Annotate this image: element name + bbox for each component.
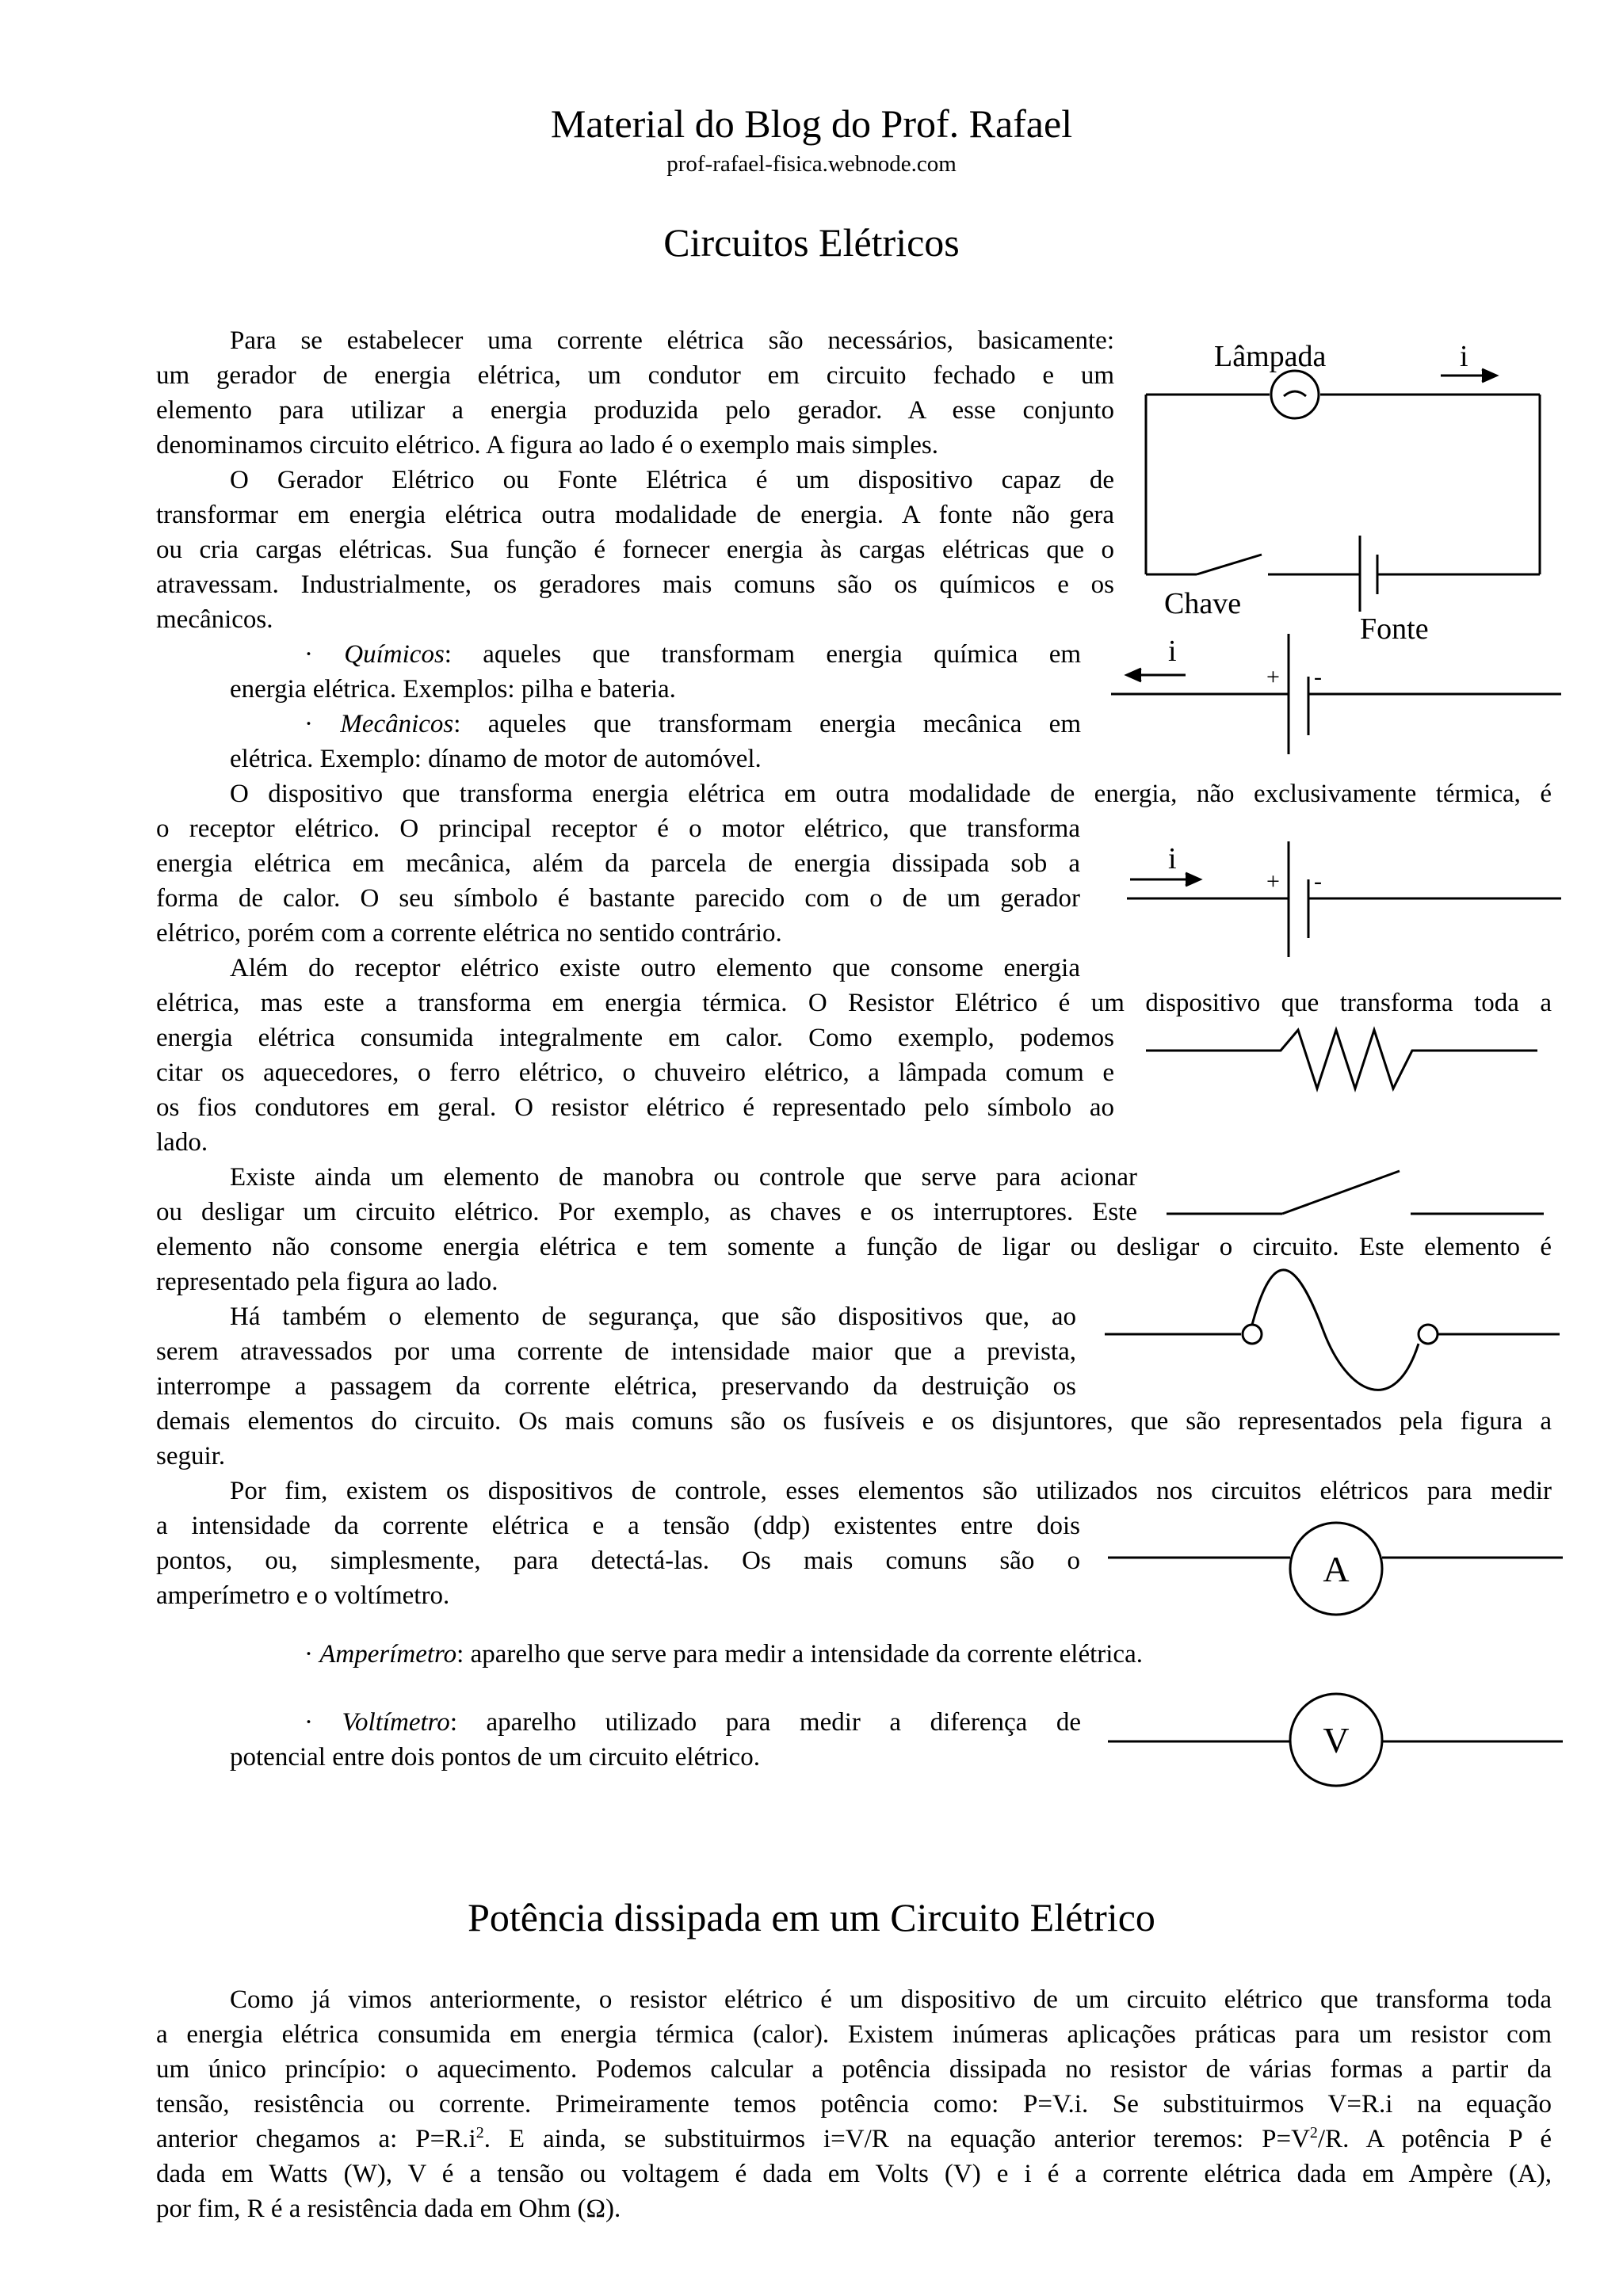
text-line: pontos, ou, simplesmente, para detectá-las. Os mais comuns são o [156, 1547, 1080, 1575]
section-title-circuitos: Circuitos Elétricos [663, 220, 960, 265]
text-line: os fios condutores em geral. O resistor elétrico é representado pelo símbolo ao [156, 1093, 1114, 1122]
text-line: elétrica, mas este a transforma em energia térmica. O Resistor Elétrico é um dispositivo que transforma toda a [156, 989, 1552, 1017]
text-line: interrompe a passagem da corrente elétrica, preservando da destruição os [156, 1372, 1076, 1401]
text-line: a intensidade da corrente elétrica e a tensão (ddp) existentes entre dois [156, 1512, 1080, 1540]
text-line: por fim, R é a resistência dada em Ohm (Ω). [156, 2195, 621, 2223]
label-minus: - [1314, 868, 1322, 894]
text-line: Há também o elemento de segurança, que são dispositivos que, ao [230, 1302, 1076, 1331]
text-line: · Químicos: aqueles que transformam energia química em [304, 640, 1082, 669]
term-quimicos: Químicos [344, 640, 445, 669]
text-line: potencial entre dois pontos de um circuito elétrico. [230, 1743, 760, 1772]
label-current: i [1460, 340, 1468, 373]
text-line: serem atravessados por uma corrente de intensidade maior que a prevista, [156, 1337, 1076, 1366]
ammeter-letter: A [1323, 1549, 1350, 1589]
text-line: amperímetro e o voltímetro. [156, 1581, 450, 1610]
term-voltimetro: Voltímetro [342, 1708, 450, 1737]
text-line: atravessam. Industrialmente, os geradores mais comuns são os químicos e os [156, 570, 1114, 599]
text-line: elétrico, porém com a corrente elétrica no sentido contrário. [156, 919, 782, 948]
text-line: · Voltímetro: aparelho utilizado para medir a diferença de [304, 1708, 1081, 1737]
text-line: Por fim, existem os dispositivos de controle, esses elementos são utilizados nos circuitos elétricos para medir [230, 1477, 1552, 1505]
voltmeter-letter: V [1323, 1720, 1350, 1760]
text-line: um gerador de energia elétrica, um condutor em circuito fechado e um [156, 361, 1114, 390]
text-line: forma de calor. O seu símbolo é bastante parecido com o de um gerador [156, 884, 1080, 913]
text-line: lado. [156, 1128, 208, 1157]
text-line: Para se estabelecer uma corrente elétrica são necessários, basicamente: [230, 326, 1114, 355]
text-line: denominamos circuito elétrico. A figura ao lado é o exemplo mais simples. [156, 431, 939, 460]
text-line: citar os aquecedores, o ferro elétrico, o chuveiro elétrico, a lâmpada comum e [156, 1058, 1114, 1087]
text-line: Além do receptor elétrico existe outro elemento que consome energia [230, 954, 1080, 982]
text-line: energia elétrica em mecânica, além da parcela de energia dissipada sob a [156, 849, 1080, 878]
text-line: um único princípio: o aquecimento. Podemos calcular a potência dissipada no resistor de várias formas a partir da [156, 2055, 1552, 2084]
blog-url: prof-rafael-fisica.webnode.com [666, 151, 957, 177]
text-line: elemento não consome energia elétrica e tem somente a função de ligar ou desligar o circuito. Este elemento é [156, 1233, 1552, 1261]
text-line: O dispositivo que transforma energia elétrica em outra modalidade de energia, não exclusivamente térmica, é [230, 780, 1552, 808]
section-title-potencia: Potência dissipada em um Circuito Elétrico [468, 1895, 1155, 1939]
text-line: representado pela figura ao lado. [156, 1268, 498, 1296]
text-line: anterior chegamos a: $P=R.i^2$. E ainda, se substituirmos i=V/R na equação anterior teremos: $P=V^2/R$. A potência P é [156, 2124, 1552, 2153]
text-line: ou desligar um circuito elétrico. Por exemplo, as chaves e os interruptores. Este [156, 1198, 1137, 1226]
text-line: dada em Watts (W), V é a tensão ou voltagem é dada em Volts (V) e i é a corrente elétrica dada em Ampère (A), [156, 2160, 1552, 2188]
text-line: o receptor elétrico. O principal receptor é o motor elétrico, que transforma [156, 814, 1080, 843]
term-amperimetro: Amperímetro [319, 1640, 457, 1669]
label-minus: - [1314, 664, 1322, 690]
text-line: ou cria cargas elétricas. Sua função é fornecer energia às cargas elétricas que o [156, 536, 1114, 564]
term-mecanicos: Mecânicos [340, 710, 454, 738]
text-line: O Gerador Elétrico ou Fonte Elétrica é um dispositivo capaz de [230, 466, 1114, 494]
label-fonte: Fonte [1360, 612, 1429, 646]
text-line: mecânicos. [156, 605, 273, 634]
label-current: i [1168, 635, 1177, 668]
label-lampada: Lâmpada [1214, 340, 1327, 373]
text-line: elétrica. Exemplo: dínamo de motor de automóvel. [230, 745, 762, 773]
text-line: energia elétrica consumida integralmente em calor. Como exemplo, podemos [156, 1024, 1114, 1052]
text-line: transformar em energia elétrica outra modalidade de energia. A fonte não gera [156, 501, 1114, 529]
label-current: i [1168, 842, 1177, 875]
label-plus: + [1266, 664, 1280, 690]
label-chave: Chave [1164, 587, 1242, 620]
list-item-amperimetro: · Amperímetro: aparelho que serve para medir a intensidade da corrente elétrica. [304, 1640, 1143, 1669]
text-line: Como já vimos anteriormente, o resistor elétrico é um dispositivo de um circuito elétrico que transforma toda [230, 1985, 1552, 2014]
text-line: energia elétrica. Exemplos: pilha e bateria. [230, 675, 676, 704]
text-line: tensão, resistência ou corrente. Primeiramente temos potência como: P=V.i. Se substituirmos V=R.i na equação [156, 2090, 1552, 2119]
label-plus: + [1266, 868, 1280, 894]
text-line: seguir. [156, 1442, 226, 1470]
text-line: elemento para utilizar a energia produzida pelo gerador. A esse conjunto [156, 396, 1114, 425]
text-line: Existe ainda um elemento de manobra ou controle que serve para acionar [230, 1163, 1137, 1192]
text-line: demais elementos do circuito. Os mais comuns são os fusíveis e os disjuntores, que são representados pela figura a [156, 1407, 1552, 1436]
blog-title: Material do Blog do Prof. Rafael [550, 101, 1073, 146]
text-line: a energia elétrica consumida em energia térmica (calor). Existem inúmeras aplicações práticas para um resistor com [156, 2020, 1552, 2049]
text-line: · Mecânicos: aqueles que transformam energia mecânica em [304, 710, 1081, 738]
